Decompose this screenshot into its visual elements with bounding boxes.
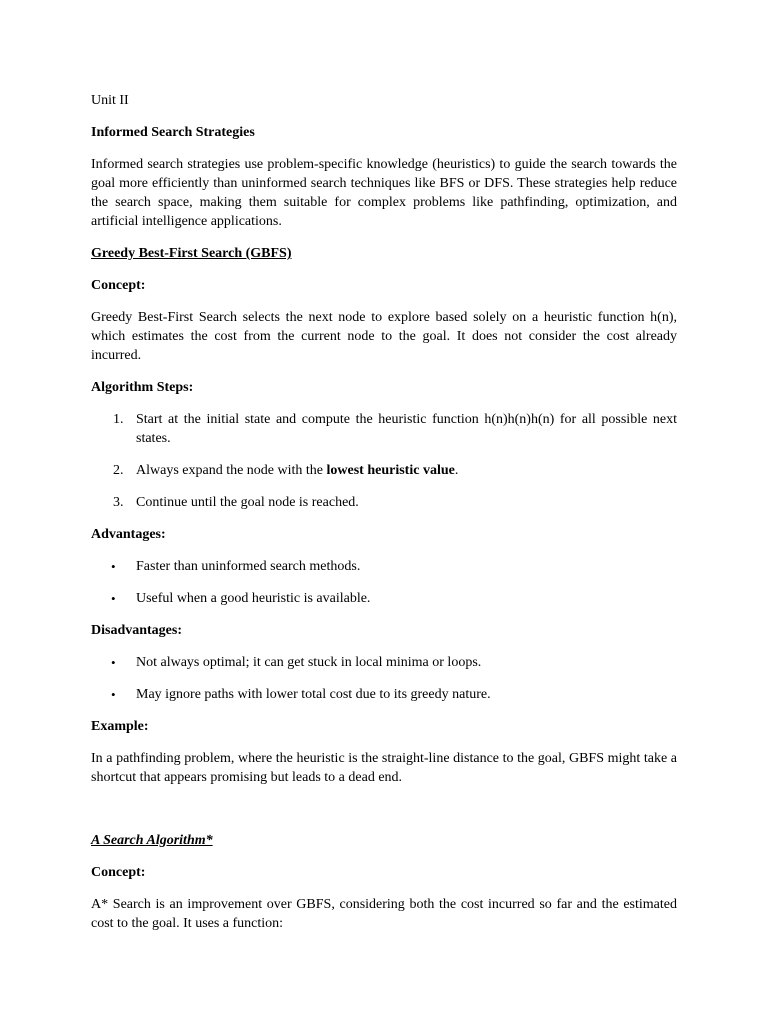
gbfs-example-text: In a pathfinding problem, where the heuristic is the straight-line distance to the goal, GBFS might take a shortcut that appears promising but leads to a dead end.	[91, 751, 677, 785]
gbfs-steps-list	[91, 410, 677, 512]
gbfs-disadvantages-label: Disadvantages:	[91, 623, 183, 638]
step-text: Continue until the goal node is reached.	[136, 495, 359, 510]
step-text	[136, 461, 677, 480]
gbfs-steps-label: Algorithm Steps:	[91, 380, 194, 395]
step-number: 2.	[113, 463, 124, 478]
gbfs-title: Greedy Best-First Search (GBFS)	[91, 246, 292, 261]
unit-label: Unit II	[91, 93, 129, 108]
astar-concept-label: Concept:	[91, 865, 146, 880]
bullet-icon: •	[111, 559, 116, 574]
list-item	[91, 461, 677, 480]
gbfs-advantages-list	[91, 557, 677, 608]
list-item	[91, 557, 677, 576]
step-text-post: .	[454, 463, 459, 478]
astar-title: A Search Algorithm*	[91, 833, 213, 848]
list-item	[91, 410, 677, 448]
list-item	[91, 493, 677, 512]
gbfs-concept-text: Greedy Best-First Search selects the next node to explore based solely on a heuristic function h(n), which estimates the cost from the current node to the goal. It does not consider the cost already incurred.	[91, 310, 677, 363]
gbfs-disadvantages-list	[91, 653, 677, 704]
step-text-pre: Always expand the node with the	[136, 463, 327, 478]
astar-concept-text: A* Search is an improvement over GBFS, considering both the cost incurred so far and the estimated cost to the goal. It uses a function:	[91, 897, 677, 931]
gbfs-advantages-label: Advantages:	[91, 527, 166, 542]
gbfs-concept-label: Concept:	[91, 278, 146, 293]
list-item	[91, 685, 677, 704]
disadvantage-text: Not always optimal; it can get stuck in local minima or loops.	[136, 655, 482, 670]
bullet-icon: •	[111, 687, 116, 702]
advantage-text: Useful when a good heuristic is available.	[136, 591, 371, 606]
intro-paragraph: Informed search strategies use problem-specific knowledge (heuristics) to guide the search towards the goal more efficiently than uninformed search techniques like BFS or DFS. These strategies help reduce the search space, making them suitable for complex problems like pathfinding, optimization, and artificial intelligence applications.	[91, 157, 677, 229]
bullet-icon: •	[111, 591, 116, 606]
step-number: 1.	[113, 412, 124, 427]
step-text: Start at the initial state and compute the heuristic function h(n)h(n)h(n) for all possible next states.	[136, 412, 677, 446]
section-spacer	[91, 800, 677, 831]
step-text-bold: lowest heuristic value	[326, 463, 455, 478]
list-item	[91, 653, 677, 672]
step-number: 3.	[113, 495, 124, 510]
disadvantage-text: May ignore paths with lower total cost due to its greedy nature.	[136, 687, 491, 702]
advantage-text: Faster than uninformed search methods.	[136, 559, 361, 574]
bullet-icon: •	[111, 655, 116, 670]
gbfs-example-label: Example:	[91, 719, 149, 734]
list-item	[91, 589, 677, 608]
section-heading: Informed Search Strategies	[91, 125, 255, 140]
